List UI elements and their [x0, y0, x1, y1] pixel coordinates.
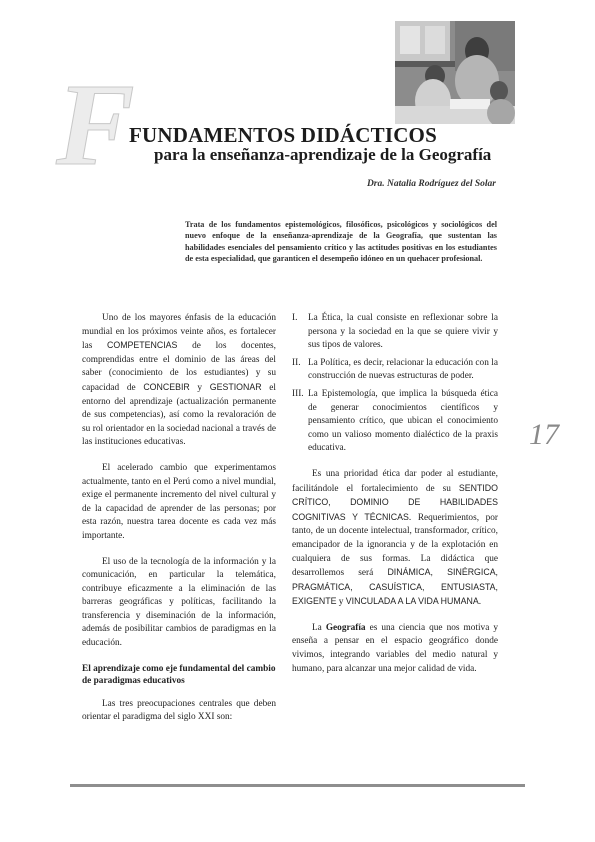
bottom-rule	[70, 784, 525, 787]
paragraph-2: El acelerado cambio que experimentamos actualmente, tanto en el Perú como a nivel mundial, exige el permanente incremento del nivel cultural y de la capacidad de aprender de las personas; por esta razón, nuestra tarea docente es cada vez más importante.	[82, 462, 276, 541]
p1-caps-gestionar: GESTIONAR	[209, 381, 262, 392]
section-heading: El aprendizaje como eje fundamental del cambio de paradigmas educativos	[82, 663, 276, 687]
p6-geografia: Geografía	[325, 622, 366, 633]
p5-text-c: y	[336, 597, 346, 608]
list-text: La Ética, la cual consiste en reflexionar sobre la persona y la sociedad en la que se quiere vivir y sus tipos de valores.	[308, 313, 498, 351]
list-text: La Política, es decir, relacionar la educación con la construcción de nuevas estructuras de poder.	[308, 357, 498, 382]
author-name: Dra. Natalia Rodríguez del Solar	[366, 179, 496, 189]
list-number: II.	[292, 357, 301, 368]
left-column	[82, 312, 276, 737]
paragraph-6	[292, 622, 498, 676]
p6-text-a: La	[312, 622, 326, 633]
p5-text-a: Es una prioridad ética dar poder al estudiante, facilitándole el fortalecimiento de su	[292, 468, 498, 494]
p5-caps-vinculada: VINCULADA A LA VIDA HUMANA	[345, 596, 479, 607]
p1-text-c: y	[189, 382, 210, 393]
paragraph-3: El uso de la tecnología de la información y la comunicación, en particular la telemática, contribuye eficazmente a la eliminación de las barreras geográficas y políticas, facilitando la transferencia y diseminación de la información, además de posibilitar cambios de paradigmas en la educación.	[82, 556, 276, 649]
abstract: Trata de los fundamentos epistemológicos, filosóficos, psicológicos y sociológicos del nuevo enfoque de la enseñanza-aprendizaje de la Geografía, que sustentan las habilidades esenciales del pensamiento crítico y las actitudes positivas en los estudiantes de esta especialidad, que garanticen el desempeño idóneo en un quehacer profesional.	[185, 220, 497, 264]
list-number: III.	[292, 388, 304, 399]
list-item	[292, 357, 498, 384]
p1-caps-competencias: COMPETENCIAS	[107, 340, 178, 351]
p5-caps-skills: SENTIDO CRÍTICO, DOMINIO DE HABILIDADES COGNITIVAS Y TÉCNICAS	[292, 482, 498, 522]
list-item	[292, 312, 498, 353]
decorative-initial: F	[56, 59, 129, 190]
header-photo	[395, 21, 515, 124]
p1-caps-concebir: CONCEBIR	[143, 381, 190, 392]
list-item	[292, 388, 498, 456]
paradigm-list	[292, 312, 498, 456]
paragraph-5	[292, 468, 498, 610]
list-number: I.	[292, 313, 298, 323]
article-title: FUNDAMENTOS DIDÁCTICOS	[129, 123, 437, 147]
paragraph-1	[82, 312, 276, 450]
paragraph-4: Las tres preocupaciones centrales que deben orientar el paradigma del siglo XXI son:	[82, 698, 276, 723]
p1-text-b: de los docentes, comprendidas entre el dominio de las áreas del saber (conocimiento de los estudiantes) y su capacidad de	[82, 341, 276, 393]
article-subtitle: para la enseñanza-aprendizaje de la Geografía	[154, 145, 492, 164]
list-text: La Epistemología, que implica la búsqueda ética de generar conocimientos científicos y pensamiento crítico, que ubican el conocimiento como un valioso momento dialéctico de la praxis educativa.	[308, 388, 498, 454]
p1-text-a: Uno de los mayores énfasis de la educación mundial en los próximos veinte años, es fortalecer las	[82, 313, 276, 352]
p1-text-d: el entorno del aprendizaje (actualización permanente de sus competencias), así como la revaloración de su rol orientador en la sociedad nacional a través de las instituciones educativas.	[82, 382, 276, 448]
p5-caps-didactic: DINÁMICA, SINÉRGICA, PRAGMÁTICA, CASUÍSTICA, ENTUSIASTA, EXIGENTE	[292, 567, 499, 607]
p5-text-b: . Requerimientos, por tanto, de un docente intelectual, transformador, crítico, emancipador de la ignorancia y de la explotación en cualquiera de sus formas. La didáctica que desarrollemos será	[292, 512, 499, 579]
p5-text-d: .	[478, 597, 482, 608]
p6-text-b: es una ciencia que nos motiva y enseña a pensar en el espacio geográfico donde vivimos, integrando variables del medio natural y humano, para alcanzar una mejor calidad de vida.	[292, 622, 498, 674]
right-column	[292, 312, 498, 688]
page-number: 17	[529, 418, 559, 451]
